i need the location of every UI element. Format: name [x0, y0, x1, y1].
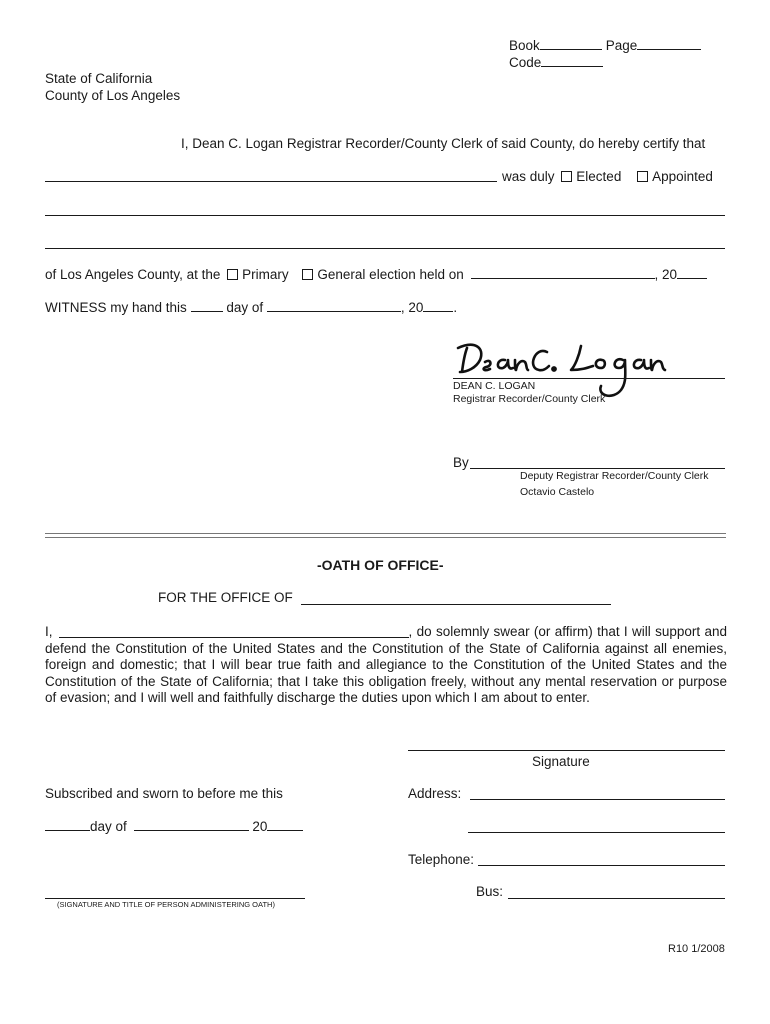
primary-label: Primary [242, 267, 289, 282]
witness-day-of-label: day of [226, 300, 264, 315]
deputy-name: Octavio Castelo [520, 486, 595, 498]
witness-year-prefix: , 20 [400, 300, 424, 315]
general-checkbox[interactable] [302, 269, 313, 280]
administering-signature-field[interactable] [45, 898, 305, 899]
oath-text-first: , do solemnly swear (or affirm) that I will support and [408, 624, 727, 639]
section-divider-bottom [45, 537, 726, 538]
oath-signature-field[interactable] [408, 750, 725, 751]
office-line-2[interactable] [45, 248, 725, 249]
administering-label: (SIGNATURE AND TITLE OF PERSON ADMINISTERING OATH) [57, 900, 275, 909]
page-field[interactable] [637, 49, 701, 50]
address-label: Address: [408, 786, 462, 801]
deputy-signature-field[interactable] [470, 468, 725, 469]
office-line-1[interactable] [45, 215, 725, 216]
code-field[interactable] [541, 66, 603, 67]
oath-name-field[interactable] [59, 637, 409, 638]
oath-text-rest: defend the Constitution of the United States and the Constitution of the State of California against all enemies, foreign and domestic; that I will bear true faith and allegiance to the Constitution of the United States and the Constitution of the State of California; that I take this obligation freely, without any mental reservation or purpose of evasion; and I will well and faithfully discharge the duties upon which I am about to enter. [45, 640, 727, 705]
oath-text [45, 624, 727, 707]
state-label: State of California [45, 71, 153, 86]
sworn-day-field[interactable] [45, 830, 90, 831]
book-field[interactable] [540, 49, 602, 50]
registrar-title: Registrar Recorder/County Clerk [453, 393, 606, 405]
witness-label: WITNESS my hand this [45, 300, 187, 315]
general-label: General election held on [317, 267, 464, 282]
book-page-line [509, 38, 701, 54]
deputy-title: Deputy Registrar Recorder/County Clerk [520, 470, 709, 482]
signature-label: Signature [532, 754, 590, 769]
sworn-day-of-label: day of [90, 819, 127, 834]
book-label: Book [509, 38, 540, 53]
sworn-year-field[interactable] [267, 830, 303, 831]
code-line [509, 55, 603, 71]
election-line [45, 267, 707, 283]
registrar-name: DEAN C. LOGAN [453, 380, 536, 392]
bus-field[interactable] [508, 898, 725, 899]
sworn-year-label: 20 [252, 819, 268, 834]
primary-checkbox[interactable] [227, 269, 238, 280]
section-divider-top [45, 533, 726, 534]
election-type-line [502, 169, 713, 185]
appointed-checkbox[interactable] [637, 171, 648, 182]
sworn-date-line [45, 819, 303, 835]
bus-label: Bus: [476, 884, 504, 899]
elected-label: Elected [576, 169, 622, 184]
code-label: Code [509, 55, 542, 70]
witness-day-field[interactable] [191, 311, 223, 312]
county-at-label: of Los Angeles County, at the [45, 267, 221, 282]
telephone-label: Telephone: [408, 852, 475, 867]
certified-name-field[interactable] [45, 181, 497, 182]
telephone-field[interactable] [478, 865, 725, 866]
registrar-signature-line [453, 378, 725, 379]
county-label: County of Los Angeles [45, 88, 181, 103]
office-label: FOR THE OFFICE OF [158, 590, 293, 605]
appointed-label: Appointed [652, 169, 713, 184]
election-date-field[interactable] [471, 278, 655, 279]
form-code: R10 1/2008 [668, 943, 725, 955]
election-year-field[interactable] [677, 278, 707, 279]
sworn-month-field[interactable] [134, 830, 249, 831]
page-label: Page [605, 38, 638, 53]
elected-checkbox[interactable] [561, 171, 572, 182]
witness-month-field[interactable] [267, 311, 401, 312]
address-field-1[interactable] [470, 799, 725, 800]
subscribed-label: Subscribed and sworn to before me this [45, 786, 283, 801]
witness-year-field[interactable] [423, 311, 453, 312]
office-field[interactable] [301, 604, 611, 605]
oath-title: -OATH OF OFFICE- [317, 557, 444, 573]
oath-i-label: I, [45, 624, 53, 639]
certification-intro: I, Dean C. Logan Registrar Recorder/County Clerk of said County, do hereby certify that [181, 136, 706, 151]
witness-line [45, 300, 457, 316]
was-duly-label: was duly [502, 169, 555, 184]
witness-period: . [453, 300, 458, 315]
year-prefix: , 20 [654, 267, 678, 282]
by-label: By [453, 455, 469, 470]
address-field-2[interactable] [468, 832, 725, 833]
